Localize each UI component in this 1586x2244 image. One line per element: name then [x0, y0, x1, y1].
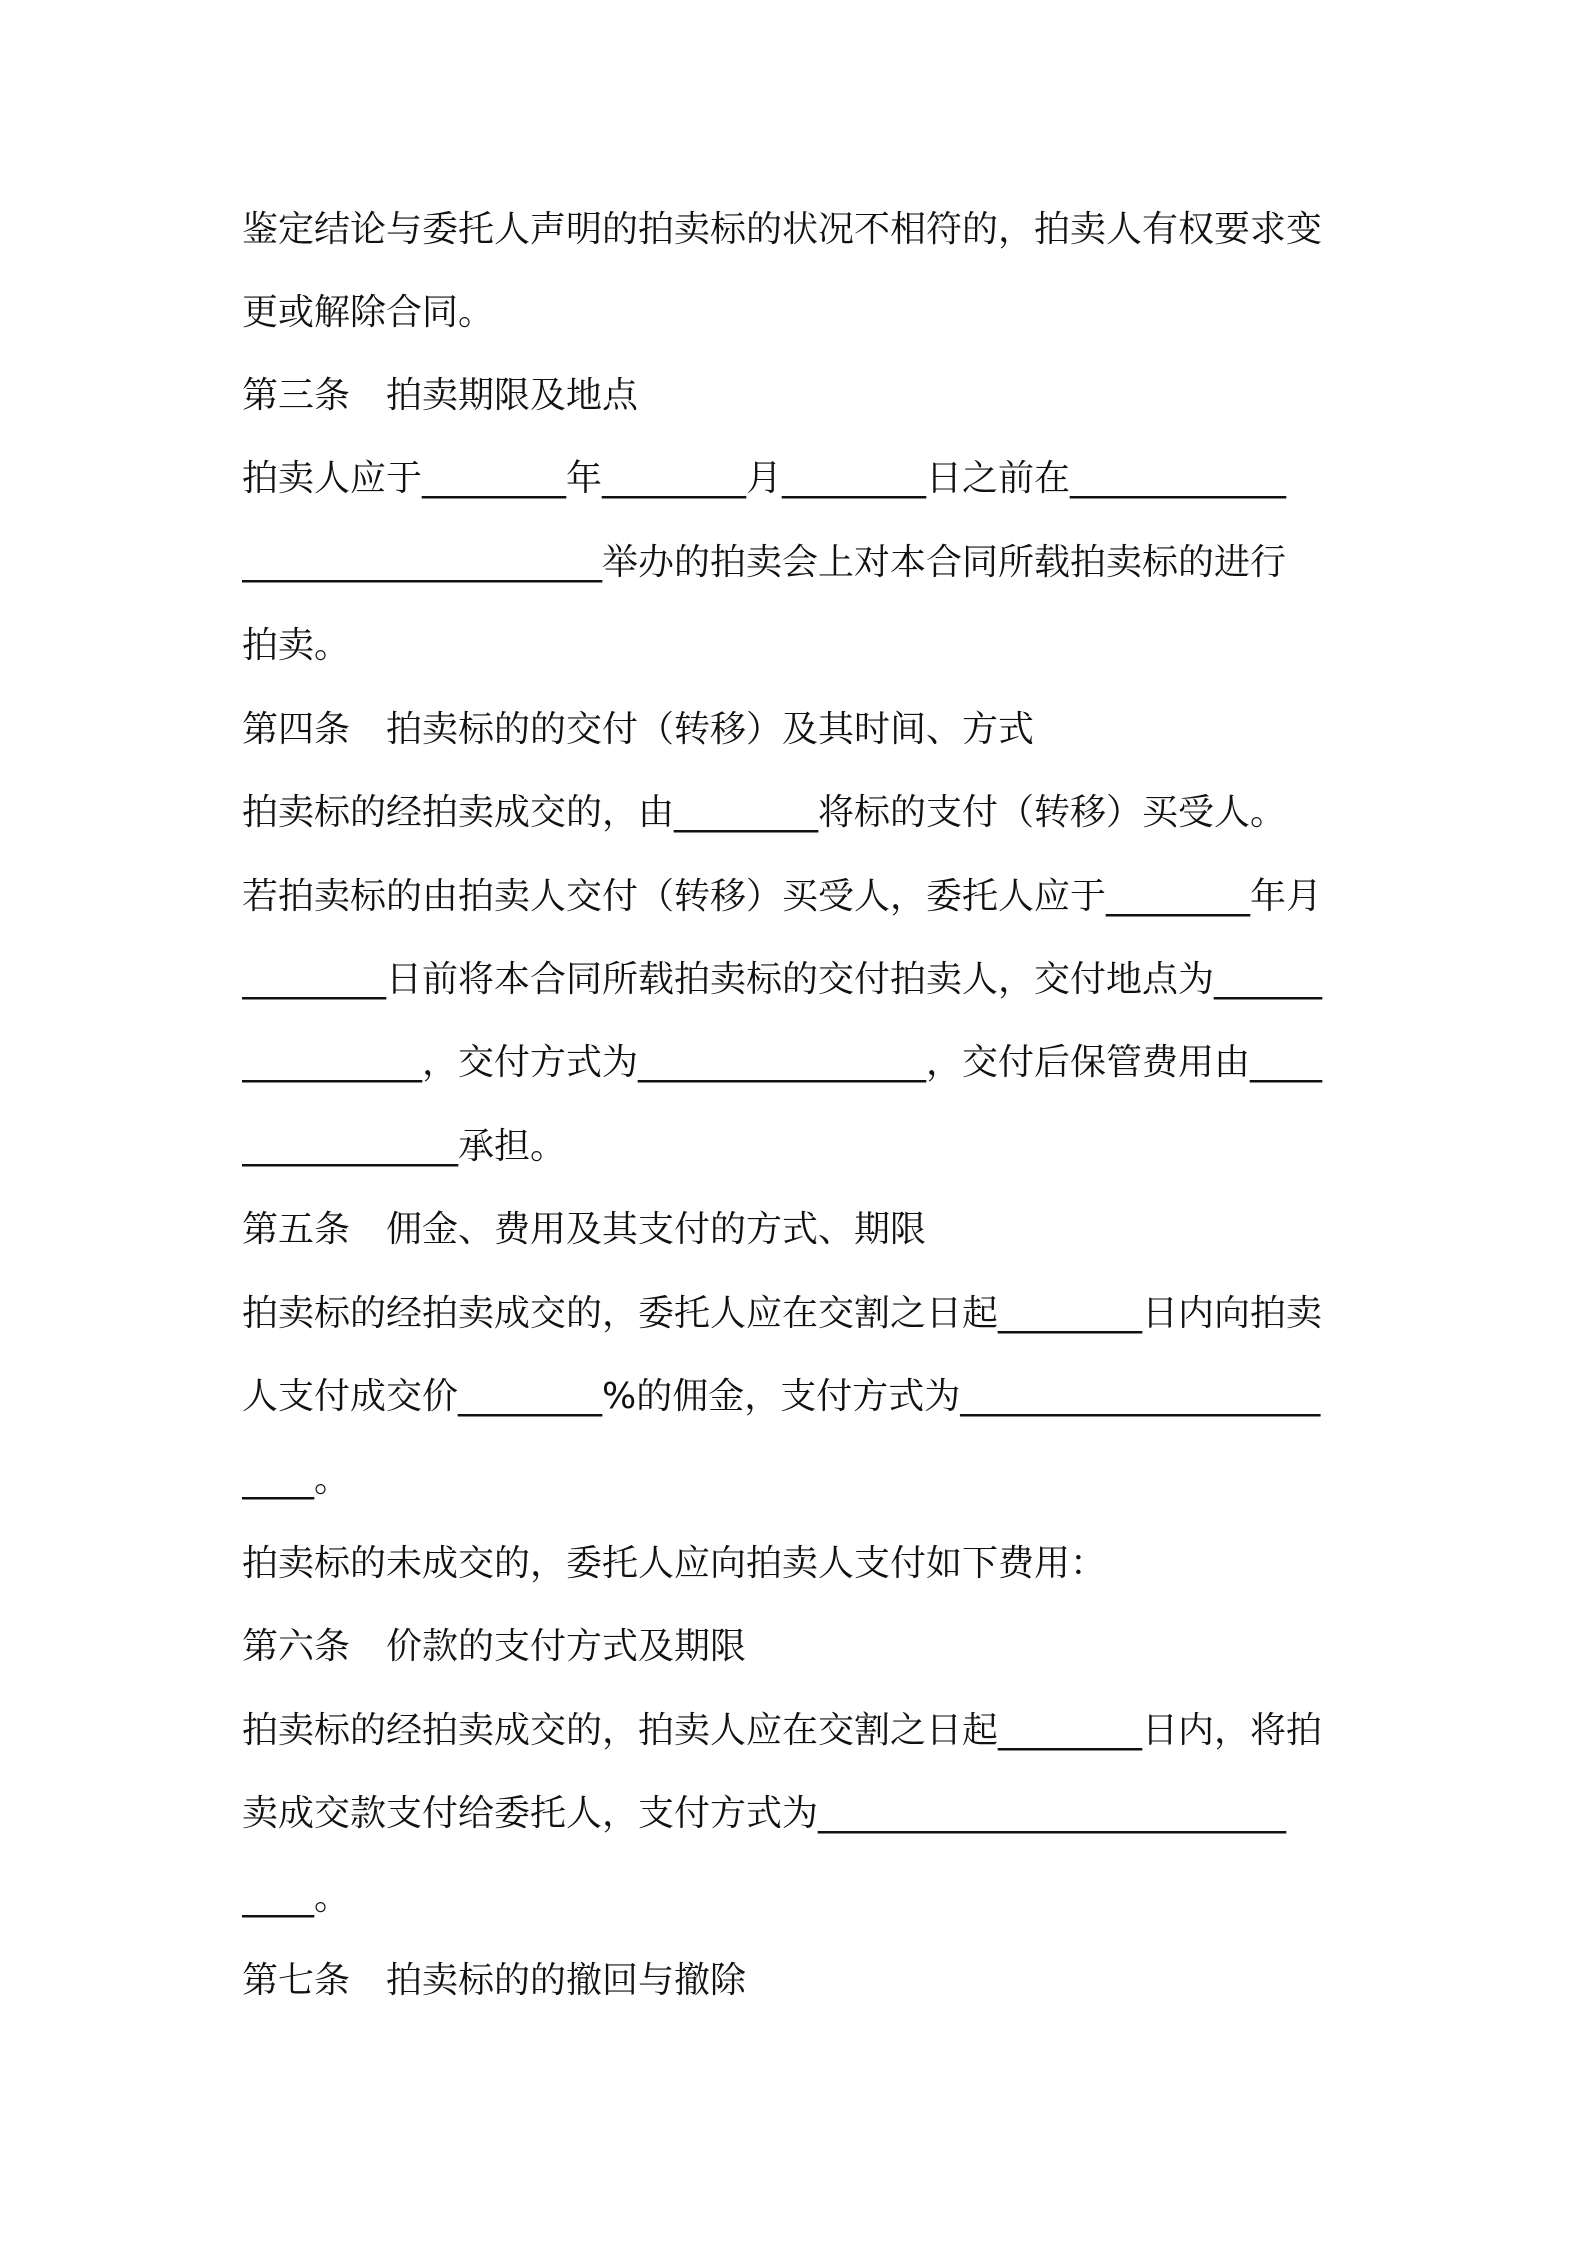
body-line: 更或解除合同。 [242, 292, 495, 333]
article-heading [242, 1951, 1357, 2011]
article-title: 拍卖期限及地点 [386, 375, 639, 416]
article-number: 第六条 [242, 1626, 351, 1667]
body-line: 拍卖标的未成交的，委托人应向拍卖人支付如下费用： [242, 1543, 1107, 1584]
article-heading [242, 700, 1357, 760]
article-number: 第四条 [242, 709, 351, 750]
body-line: ____。 [242, 1877, 351, 1918]
body-line: ____。 [242, 1459, 351, 1500]
article-heading [242, 1617, 1357, 1677]
article-heading [242, 1200, 1357, 1260]
article-number: 第三条 [242, 375, 351, 416]
article-title: 佣金、费用及其支付的方式、期限 [386, 1209, 927, 1250]
body-line: 拍卖人应于________年________月________日之前在____________ [242, 458, 1287, 499]
body-line: ____________承担。 [242, 1126, 567, 1167]
body-line: __________，交付方式为________________，交付后保管费用由____ [242, 1042, 1323, 1083]
article-number: 第七条 [242, 1960, 351, 2001]
body-line: ________日前将本合同所载拍卖标的交付拍卖人，交付地点为______ [242, 959, 1323, 1000]
article-title: 价款的支付方式及期限 [386, 1626, 747, 1667]
body-line: 拍卖。 [242, 625, 351, 666]
body-line: 鉴定结论与委托人声明的拍卖标的状况不相符的，拍卖人有权要求变 [242, 209, 1323, 250]
article-number: 第五条 [242, 1209, 351, 1250]
body-line: 拍卖标的经拍卖成交的，委托人应在交割之日起________日内向拍卖 [242, 1293, 1323, 1334]
article-title: 拍卖标的的交付（转移）及其时间、方式 [386, 709, 1035, 750]
body-line: 若拍卖标的由拍卖人交付（转移）买受人，委托人应于________年月 [242, 876, 1323, 917]
body-line: 拍卖标的经拍卖成交的，由________将标的支付（转移）买受人。 [242, 792, 1287, 833]
body-line: ____________________举办的拍卖会上对本合同所载拍卖标的进行 [242, 542, 1287, 583]
article-title: 拍卖标的的撤回与撤除 [386, 1960, 747, 2001]
body-line: 拍卖标的经拍卖成交的，拍卖人应在交割之日起________日内，将拍 [242, 1710, 1323, 1751]
article-heading [242, 366, 1357, 426]
body-line: 卖成交款支付给委托人，支付方式为__________________________ [242, 1793, 1287, 1834]
body-line: 人支付成交价________%的佣金，支付方式为____________________ [242, 1376, 1321, 1417]
